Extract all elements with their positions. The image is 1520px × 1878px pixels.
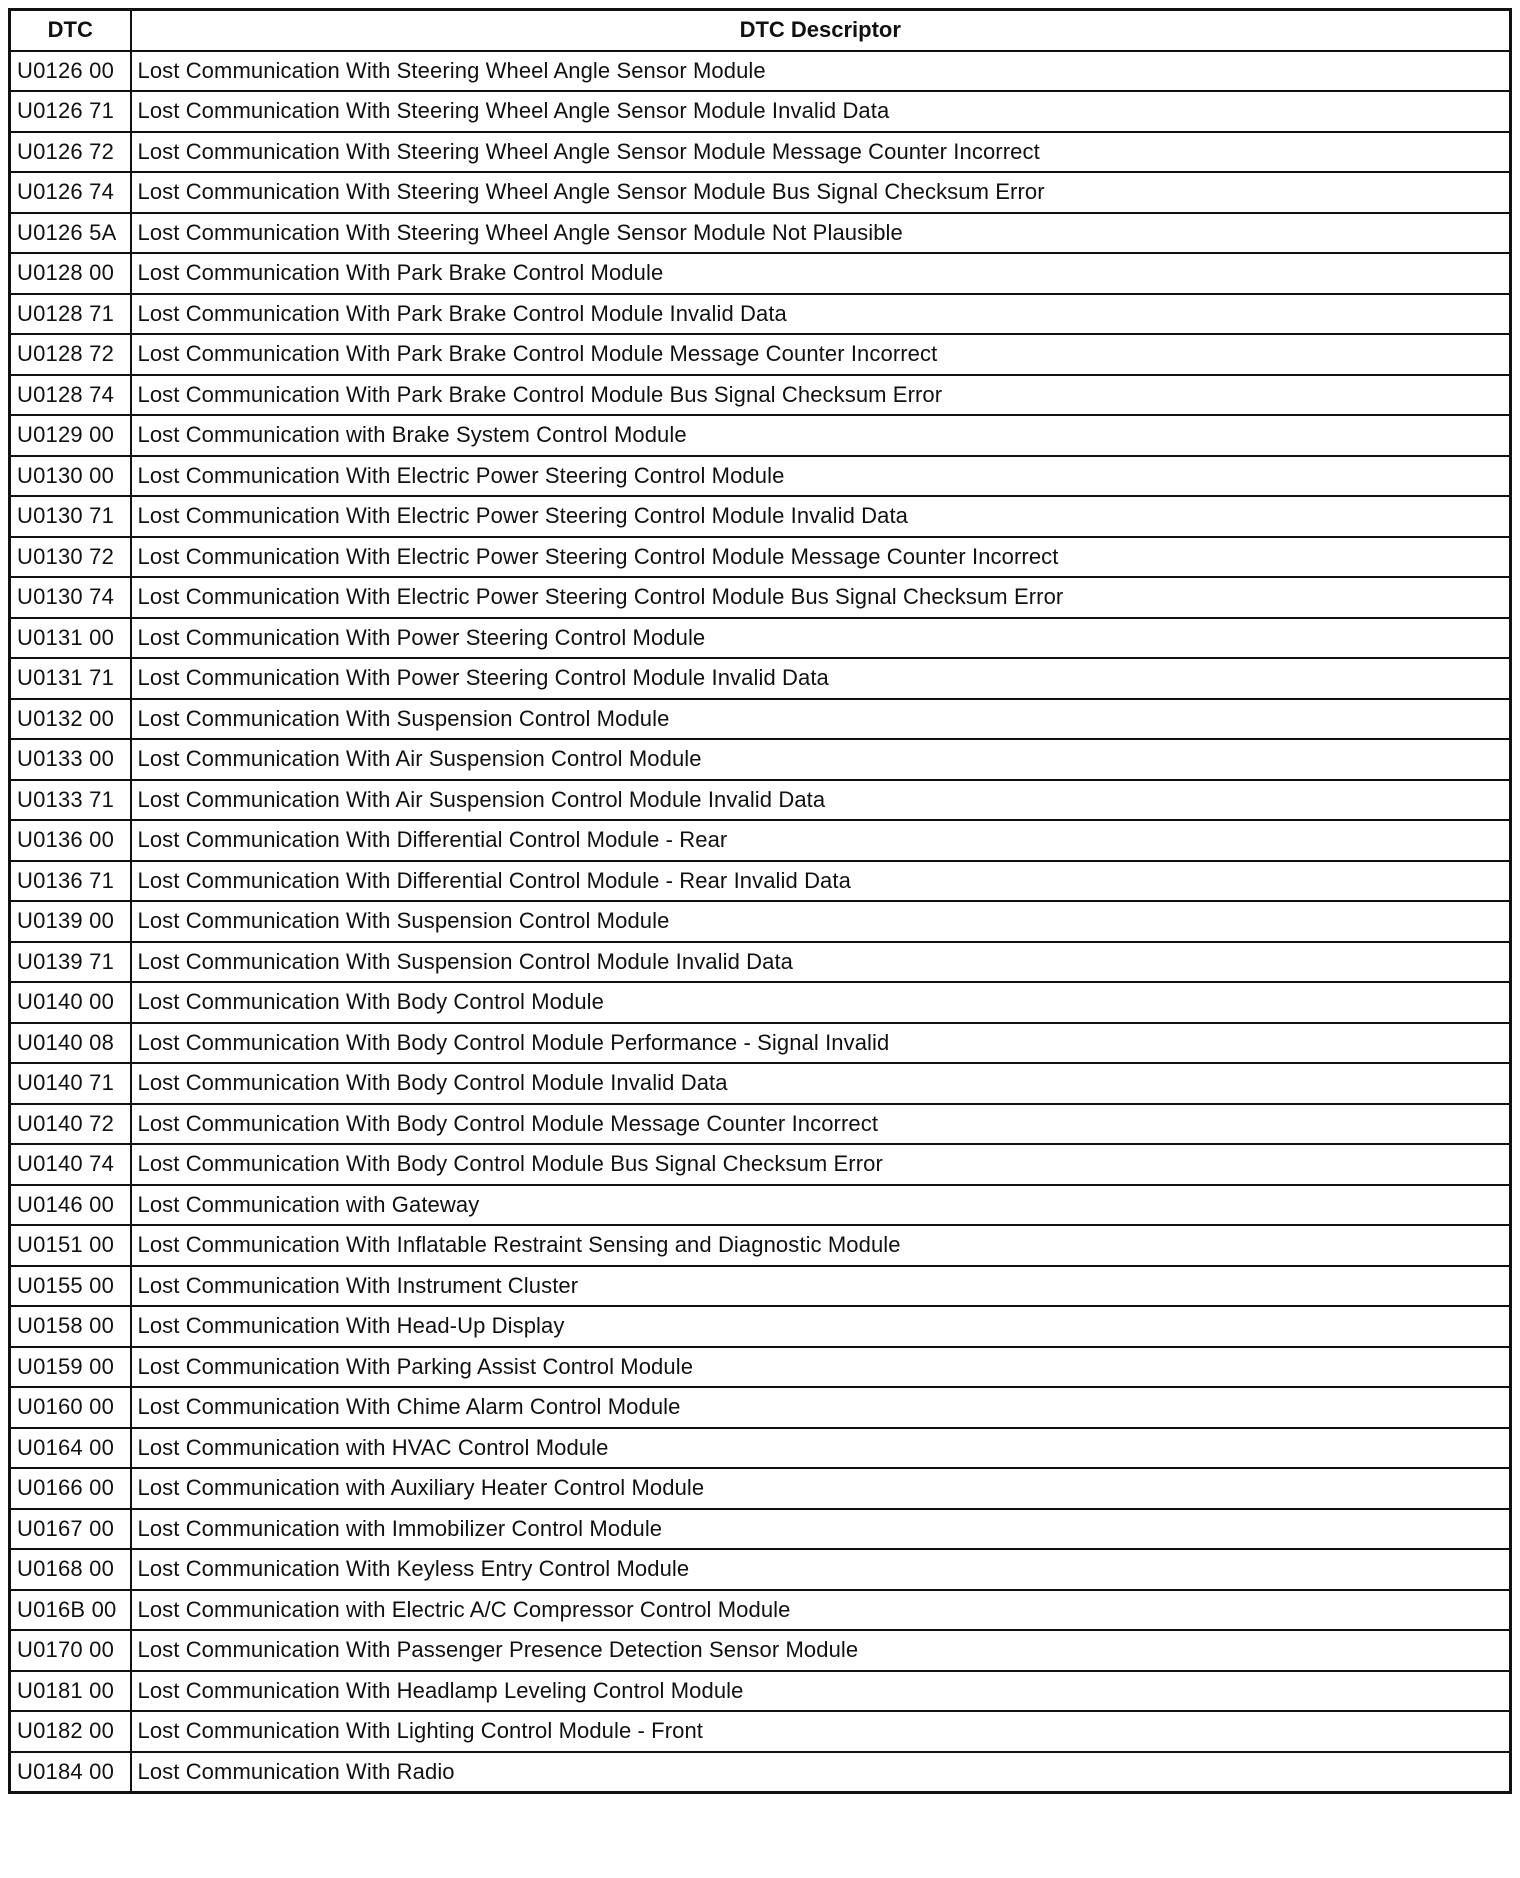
table-row — [10, 1347, 1511, 1388]
dtc-code-cell: U0181 00 — [10, 1671, 131, 1712]
dtc-code-cell: U0146 00 — [10, 1185, 131, 1226]
dtc-descriptor-cell: Lost Communication With Lighting Control Module - Front — [131, 1711, 1511, 1752]
dtc-descriptor-cell: Lost Communication With Body Control Module Message Counter Incorrect — [131, 1104, 1511, 1145]
dtc-descriptor-cell: Lost Communication With Chime Alarm Control Module — [131, 1387, 1511, 1428]
dtc-code-cell: U0139 71 — [10, 942, 131, 983]
dtc-code-cell: U0130 74 — [10, 577, 131, 618]
dtc-code-cell: U0136 71 — [10, 861, 131, 902]
header-row — [10, 10, 1511, 51]
dtc-code-cell: U0182 00 — [10, 1711, 131, 1752]
dtc-code-cell: U0128 74 — [10, 375, 131, 416]
dtc-descriptor-cell: Lost Communication With Park Brake Control Module — [131, 253, 1511, 294]
dtc-code-cell: U0168 00 — [10, 1549, 131, 1590]
table-row — [10, 820, 1511, 861]
table-row — [10, 780, 1511, 821]
table-row — [10, 699, 1511, 740]
table-row — [10, 537, 1511, 578]
table-row — [10, 1104, 1511, 1145]
table-row — [10, 982, 1511, 1023]
dtc-descriptor-cell: Lost Communication With Electric Power Steering Control Module Bus Signal Checksum Error — [131, 577, 1511, 618]
dtc-code-cell: U0128 00 — [10, 253, 131, 294]
dtc-descriptor-cell: Lost Communication with Auxiliary Heater Control Module — [131, 1468, 1511, 1509]
table-row — [10, 253, 1511, 294]
table-row — [10, 739, 1511, 780]
dtc-code-cell: U0136 00 — [10, 820, 131, 861]
table-body — [10, 51, 1511, 1793]
dtc-code-cell: U0155 00 — [10, 1266, 131, 1307]
dtc-code-cell: U0158 00 — [10, 1306, 131, 1347]
table-row — [10, 334, 1511, 375]
dtc-code-cell: U0126 00 — [10, 51, 131, 92]
dtc-descriptor-cell: Lost Communication With Body Control Module Bus Signal Checksum Error — [131, 1144, 1511, 1185]
dtc-descriptor-cell: Lost Communication With Park Brake Control Module Message Counter Incorrect — [131, 334, 1511, 375]
header-dtc-descriptor: DTC Descriptor — [131, 10, 1511, 51]
dtc-code-cell: U0132 00 — [10, 699, 131, 740]
table-row — [10, 577, 1511, 618]
dtc-code-cell: U0128 72 — [10, 334, 131, 375]
dtc-descriptor-cell: Lost Communication With Headlamp Leveling Control Module — [131, 1671, 1511, 1712]
dtc-code-cell: U0131 00 — [10, 618, 131, 659]
dtc-code-cell: U0126 72 — [10, 132, 131, 173]
table-row — [10, 375, 1511, 416]
table-row — [10, 1590, 1511, 1631]
table-row — [10, 1063, 1511, 1104]
table-row — [10, 1266, 1511, 1307]
dtc-code-cell: U0166 00 — [10, 1468, 131, 1509]
dtc-code-cell: U0139 00 — [10, 901, 131, 942]
table-row — [10, 1509, 1511, 1550]
dtc-descriptor-cell: Lost Communication With Steering Wheel Angle Sensor Module Not Plausible — [131, 213, 1511, 254]
dtc-descriptor-cell: Lost Communication with Brake System Control Module — [131, 415, 1511, 456]
table-row — [10, 213, 1511, 254]
dtc-descriptor-cell: Lost Communication With Radio — [131, 1752, 1511, 1793]
dtc-descriptor-cell: Lost Communication with HVAC Control Module — [131, 1428, 1511, 1469]
table-row — [10, 1023, 1511, 1064]
dtc-code-cell: U0133 71 — [10, 780, 131, 821]
dtc-descriptor-cell: Lost Communication With Steering Wheel Angle Sensor Module Bus Signal Checksum Error — [131, 172, 1511, 213]
dtc-code-cell: U0170 00 — [10, 1630, 131, 1671]
dtc-descriptor-cell: Lost Communication With Electric Power Steering Control Module Message Counter Incorrect — [131, 537, 1511, 578]
dtc-code-cell: U016B 00 — [10, 1590, 131, 1631]
dtc-descriptor-cell: Lost Communication With Power Steering Control Module Invalid Data — [131, 658, 1511, 699]
table-row — [10, 1711, 1511, 1752]
dtc-code-cell: U0151 00 — [10, 1225, 131, 1266]
dtc-code-cell: U0130 72 — [10, 537, 131, 578]
dtc-descriptor-cell: Lost Communication With Suspension Control Module Invalid Data — [131, 942, 1511, 983]
dtc-table — [8, 8, 1512, 1794]
dtc-descriptor-cell: Lost Communication with Immobilizer Control Module — [131, 1509, 1511, 1550]
dtc-code-cell: U0130 71 — [10, 496, 131, 537]
table-row — [10, 861, 1511, 902]
dtc-descriptor-cell: Lost Communication With Head-Up Display — [131, 1306, 1511, 1347]
dtc-descriptor-cell: Lost Communication With Power Steering Control Module — [131, 618, 1511, 659]
dtc-descriptor-cell: Lost Communication With Body Control Module Invalid Data — [131, 1063, 1511, 1104]
dtc-descriptor-cell: Lost Communication With Keyless Entry Control Module — [131, 1549, 1511, 1590]
table-row — [10, 496, 1511, 537]
dtc-descriptor-cell: Lost Communication With Electric Power Steering Control Module Invalid Data — [131, 496, 1511, 537]
table-row — [10, 1185, 1511, 1226]
dtc-descriptor-cell: Lost Communication With Body Control Module — [131, 982, 1511, 1023]
dtc-descriptor-cell: Lost Communication With Steering Wheel Angle Sensor Module — [131, 51, 1511, 92]
dtc-code-cell: U0128 71 — [10, 294, 131, 335]
dtc-descriptor-cell: Lost Communication With Differential Control Module - Rear — [131, 820, 1511, 861]
table-row — [10, 618, 1511, 659]
table-row — [10, 658, 1511, 699]
dtc-descriptor-cell: Lost Communication With Electric Power Steering Control Module — [131, 456, 1511, 497]
dtc-code-cell: U0140 00 — [10, 982, 131, 1023]
dtc-descriptor-cell: Lost Communication With Steering Wheel Angle Sensor Module Message Counter Incorrect — [131, 132, 1511, 173]
table-header — [10, 10, 1511, 51]
dtc-descriptor-cell: Lost Communication With Air Suspension Control Module — [131, 739, 1511, 780]
table-row — [10, 172, 1511, 213]
dtc-code-cell: U0129 00 — [10, 415, 131, 456]
table-row — [10, 942, 1511, 983]
dtc-descriptor-cell: Lost Communication With Differential Control Module - Rear Invalid Data — [131, 861, 1511, 902]
dtc-code-cell: U0184 00 — [10, 1752, 131, 1793]
table-row — [10, 456, 1511, 497]
dtc-descriptor-cell: Lost Communication With Instrument Cluster — [131, 1266, 1511, 1307]
dtc-table-container — [8, 8, 1512, 1794]
dtc-code-cell: U0133 00 — [10, 739, 131, 780]
dtc-descriptor-cell: Lost Communication With Passenger Presence Detection Sensor Module — [131, 1630, 1511, 1671]
dtc-code-cell: U0140 72 — [10, 1104, 131, 1145]
dtc-descriptor-cell: Lost Communication With Body Control Module Performance - Signal Invalid — [131, 1023, 1511, 1064]
dtc-descriptor-cell: Lost Communication With Suspension Control Module — [131, 699, 1511, 740]
table-row — [10, 1225, 1511, 1266]
dtc-code-cell: U0126 74 — [10, 172, 131, 213]
dtc-descriptor-cell: Lost Communication With Parking Assist Control Module — [131, 1347, 1511, 1388]
dtc-code-cell: U0140 08 — [10, 1023, 131, 1064]
table-row — [10, 294, 1511, 335]
table-row — [10, 91, 1511, 132]
dtc-code-cell: U0140 71 — [10, 1063, 131, 1104]
table-row — [10, 1549, 1511, 1590]
table-row — [10, 1306, 1511, 1347]
table-row — [10, 132, 1511, 173]
dtc-descriptor-cell: Lost Communication With Suspension Control Module — [131, 901, 1511, 942]
table-row — [10, 1468, 1511, 1509]
header-dtc: DTC — [10, 10, 131, 51]
dtc-code-cell: U0130 00 — [10, 456, 131, 497]
table-row — [10, 1630, 1511, 1671]
table-row — [10, 1671, 1511, 1712]
dtc-code-cell: U0164 00 — [10, 1428, 131, 1469]
table-row — [10, 901, 1511, 942]
dtc-code-cell: U0160 00 — [10, 1387, 131, 1428]
dtc-code-cell: U0126 71 — [10, 91, 131, 132]
table-row — [10, 1752, 1511, 1793]
dtc-descriptor-cell: Lost Communication With Air Suspension Control Module Invalid Data — [131, 780, 1511, 821]
table-row — [10, 1387, 1511, 1428]
dtc-descriptor-cell: Lost Communication With Inflatable Restraint Sensing and Diagnostic Module — [131, 1225, 1511, 1266]
dtc-code-cell: U0126 5A — [10, 213, 131, 254]
dtc-descriptor-cell: Lost Communication With Park Brake Control Module Bus Signal Checksum Error — [131, 375, 1511, 416]
dtc-descriptor-cell: Lost Communication with Gateway — [131, 1185, 1511, 1226]
dtc-code-cell: U0140 74 — [10, 1144, 131, 1185]
table-row — [10, 415, 1511, 456]
table-row — [10, 51, 1511, 92]
dtc-code-cell: U0167 00 — [10, 1509, 131, 1550]
dtc-descriptor-cell: Lost Communication With Park Brake Control Module Invalid Data — [131, 294, 1511, 335]
table-row — [10, 1144, 1511, 1185]
dtc-code-cell: U0159 00 — [10, 1347, 131, 1388]
dtc-descriptor-cell: Lost Communication With Steering Wheel Angle Sensor Module Invalid Data — [131, 91, 1511, 132]
dtc-descriptor-cell: Lost Communication with Electric A/C Compressor Control Module — [131, 1590, 1511, 1631]
dtc-code-cell: U0131 71 — [10, 658, 131, 699]
table-row — [10, 1428, 1511, 1469]
